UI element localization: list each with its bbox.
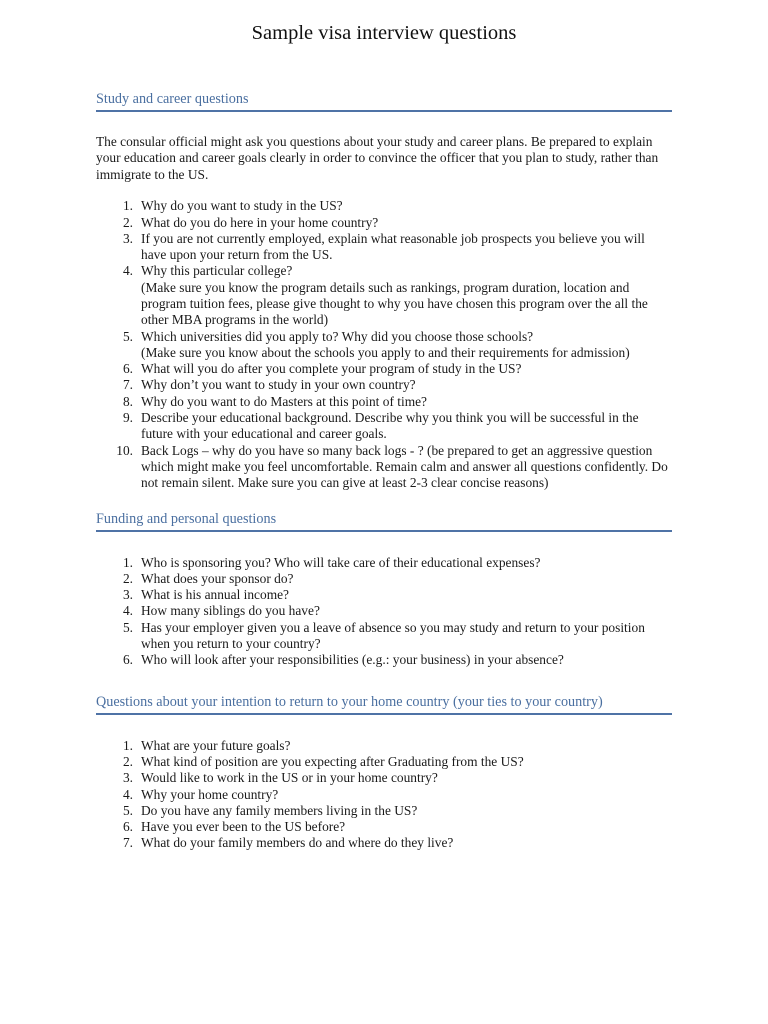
item-number: 2. [122, 570, 133, 586]
item-note: (Make sure you know the program details such as rankings, program duration, location and program tuition fees, please give thought to why you have chosen this program over the all the other MBA programs in the world) [141, 279, 648, 328]
list-item [96, 571, 672, 587]
item-text: Which universities did you apply to? Why did you choose those schools? [141, 328, 534, 344]
list-item [96, 754, 672, 770]
item-number: 4. [122, 786, 133, 802]
section-heading: Study and career questions [96, 90, 672, 112]
item-text: What kind of position are you expecting after Graduating from the US? [141, 753, 524, 769]
item-number: 3. [122, 230, 133, 246]
item-text: Why don’t you want to study in your own country? [141, 377, 416, 393]
item-number: 1. [122, 737, 133, 753]
item-text: What do you do here in your home country? [141, 214, 379, 230]
list-item [96, 738, 672, 754]
item-number: 6. [122, 361, 133, 377]
item-text: What are your future goals? [141, 737, 291, 753]
list-item [96, 394, 672, 410]
item-text: What is his annual income? [141, 587, 289, 603]
item-number: 5. [122, 619, 133, 635]
item-note: (Make sure you know about the schools you apply to and their requirements for admission) [141, 344, 630, 360]
item-text: What will you do after you complete your program of study in the US? [141, 361, 522, 377]
item-text: What does your sponsor do? [141, 570, 294, 586]
list-item [96, 377, 672, 393]
item-text: Have you ever been to the US before? [141, 819, 346, 835]
item-number: 3. [122, 587, 133, 603]
list-item [96, 652, 672, 668]
item-number: 7. [122, 835, 133, 851]
item-number: 4. [122, 263, 133, 279]
item-text: Has your employer given you a leave of absence so you may study and return to your position when you return to your country? [141, 619, 645, 652]
item-text: Why your home country? [141, 786, 279, 802]
item-number: 2. [122, 753, 133, 769]
item-number: 8. [122, 393, 133, 409]
section-funding-personal [96, 510, 672, 669]
item-number: 2. [122, 214, 133, 230]
list-item [96, 410, 672, 443]
section-intro: The consular official might ask you questions about your study and career plans. Be prepared to explain your education and career goals clearly in order to convince the officer that you plan to study, rather than immigrate to the US. [96, 134, 659, 182]
list-item [96, 819, 672, 835]
item-text: Do you have any family members living in the US? [141, 802, 418, 818]
section-study-career [96, 90, 672, 492]
item-text: Describe your educational background. Describe why you think you will be successful in the future with your educational and career goals. [141, 410, 639, 442]
list-item [96, 443, 672, 492]
item-number: 1. [122, 198, 133, 214]
section-heading: Questions about your intention to return to your home country (your ties to your country) [96, 693, 672, 715]
item-text: Why do you want to do Masters at this point of time? [141, 393, 427, 409]
item-number: 5. [122, 802, 133, 818]
item-text: What do your family members do and where do they live? [141, 835, 454, 851]
list-item [96, 835, 672, 851]
item-text: If you are not currently employed, explain what reasonable job prospects you believe you will have upon your return from the US. [141, 230, 645, 263]
list-item [96, 215, 672, 231]
list-item [96, 620, 672, 653]
section-intention-to-return [96, 693, 672, 852]
section-heading: Funding and personal questions [96, 510, 672, 532]
item-text: Why this particular college? [141, 263, 293, 279]
item-number: 3. [122, 770, 133, 786]
item-text: Would like to work in the US or in your home country? [141, 770, 438, 786]
list-item [96, 231, 672, 264]
item-number: 6. [122, 819, 133, 835]
item-text: Who is sponsoring you? Who will take care of their educational expenses? [141, 554, 541, 570]
list-item [96, 361, 672, 377]
item-number: 5. [122, 328, 133, 344]
question-list [96, 198, 672, 491]
document-title: Sample visa interview questions [251, 22, 517, 44]
item-number: 9. [122, 410, 133, 426]
list-item [96, 555, 672, 571]
item-number: 1. [122, 554, 133, 570]
item-text: Why do you want to study in the US? [141, 198, 343, 214]
list-item [96, 603, 672, 619]
list-item [96, 198, 672, 214]
question-list [96, 555, 672, 669]
list-item [96, 803, 672, 819]
list-item [96, 587, 672, 603]
list-item [96, 770, 672, 786]
item-number: 6. [122, 652, 133, 668]
item-text: How many siblings do you have? [141, 603, 320, 619]
item-text: Back Logs – why do you have so many back logs - ? (be prepared to get an aggressive question which might make you feel uncomfortable. Remain calm and answer all questions confidently. Do not remain silent. Make sure you can give at least 2-3 clear concise reasons) [141, 442, 668, 491]
item-number: 4. [122, 603, 133, 619]
list-item [96, 329, 672, 362]
item-text: Who will look after your responsibilities (e.g.: your business) in your absence? [141, 652, 564, 668]
list-item [96, 787, 672, 803]
question-list [96, 738, 672, 852]
item-number: 10. [116, 442, 133, 458]
item-number: 7. [122, 377, 133, 393]
list-item [96, 263, 672, 328]
